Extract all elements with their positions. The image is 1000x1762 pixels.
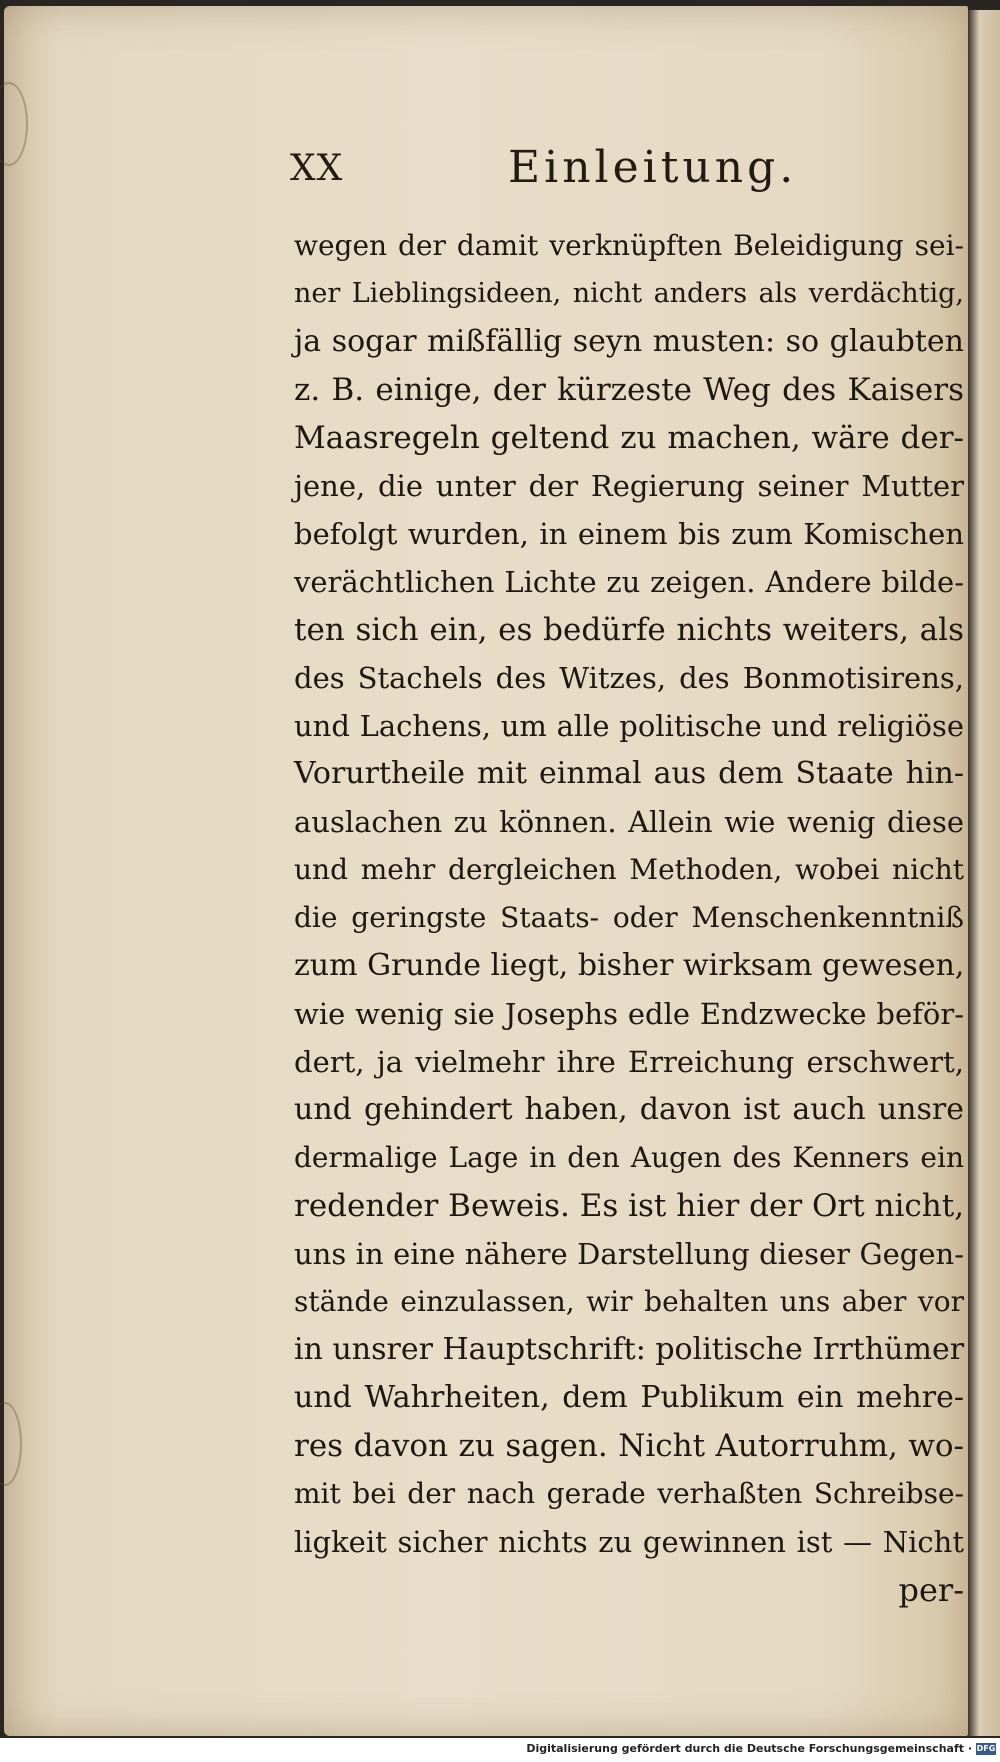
dfg-logo-icon: DFG [976, 1744, 996, 1753]
text-line: z. B. einige, der kürzeste Weg des Kaisers [294, 372, 964, 408]
text-line: und mehr dergleichen Methoden, wobei nicht [294, 853, 964, 886]
text-line: dert, ja vielmehr ihre Erreichung erschwert, [294, 1045, 964, 1079]
binding-mark [0, 82, 28, 166]
text-line: und Lachens, um alle politische und religiöse [294, 709, 964, 743]
body-text [294, 222, 964, 1614]
text-line: befolgt wurden, in einem bis zum Komischen [294, 517, 964, 551]
text-line: ligkeit sicher nichts zu gewinnen ist — Nicht [294, 1525, 964, 1559]
text-line: ner Lieblingsideen, nicht anders als verdächtig, [294, 278, 964, 309]
text-line: Vorurtheile mit einmal aus dem Staate hin- [294, 756, 964, 791]
running-title: Einleitung. [508, 142, 798, 193]
text-line: ten sich ein, es bedürfe nichts weiters, als [294, 612, 964, 648]
text-line: dermalige Lage in den Augen des Kenners ein [294, 1141, 964, 1174]
text-line: ja sogar mißfällig seyn musten: so glaubten [294, 324, 964, 359]
digitization-credit: Digitalisierung gefördert durch die Deutsche Forschungsgemeinschaft · [526, 1742, 972, 1755]
page-header [290, 142, 810, 202]
text-line: die geringste Staats- oder Menschenkenntniß [294, 901, 964, 934]
text-line: verächtlichen Lichte zu zeigen. Andere bilde- [294, 565, 964, 599]
text-line: und gehindert haben, davon ist auch unsre [294, 1092, 964, 1127]
text-line: des Stachels des Witzes, des Bonmotisirens, [294, 661, 964, 695]
page-edge [968, 10, 1000, 1736]
text-line: redender Beweis. Es ist hier der Ort nicht, [294, 1188, 965, 1224]
text-line: uns in eine nähere Darstellung dieser Gegen- [294, 1237, 964, 1271]
text-line: Maasregeln geltend zu machen, wäre der- [294, 420, 964, 456]
text-line: mit bei der nach gerade verhaßten Schreibse- [294, 1477, 964, 1510]
footer [0, 1738, 1000, 1762]
text-line: auslachen zu können. Allein wie wenig diese [294, 805, 964, 839]
binding-mark [0, 1402, 22, 1486]
catchword: per- [898, 1571, 964, 1609]
text-line: wegen der damit verknüpften Beleidigung sei- [294, 229, 964, 262]
text-line: res davon zu sagen. Nicht Autorruhm, wo- [294, 1428, 964, 1464]
text-line: zum Grunde liegt, bisher wirksam gewesen, [294, 948, 965, 983]
text-line: in unsrer Hauptschrift: politische Irrthümer [294, 1332, 965, 1367]
text-line: wie wenig sie Josephs edle Endzwecke beför- [294, 997, 964, 1031]
page-number: XX [290, 148, 344, 189]
text-line: stände einzulassen, wir behalten uns aber vor [294, 1285, 964, 1318]
text-line: jene, die unter der Regierung seiner Mutter [294, 469, 964, 503]
text-line: und Wahrheiten, dem Publikum ein mehre- [294, 1380, 964, 1415]
